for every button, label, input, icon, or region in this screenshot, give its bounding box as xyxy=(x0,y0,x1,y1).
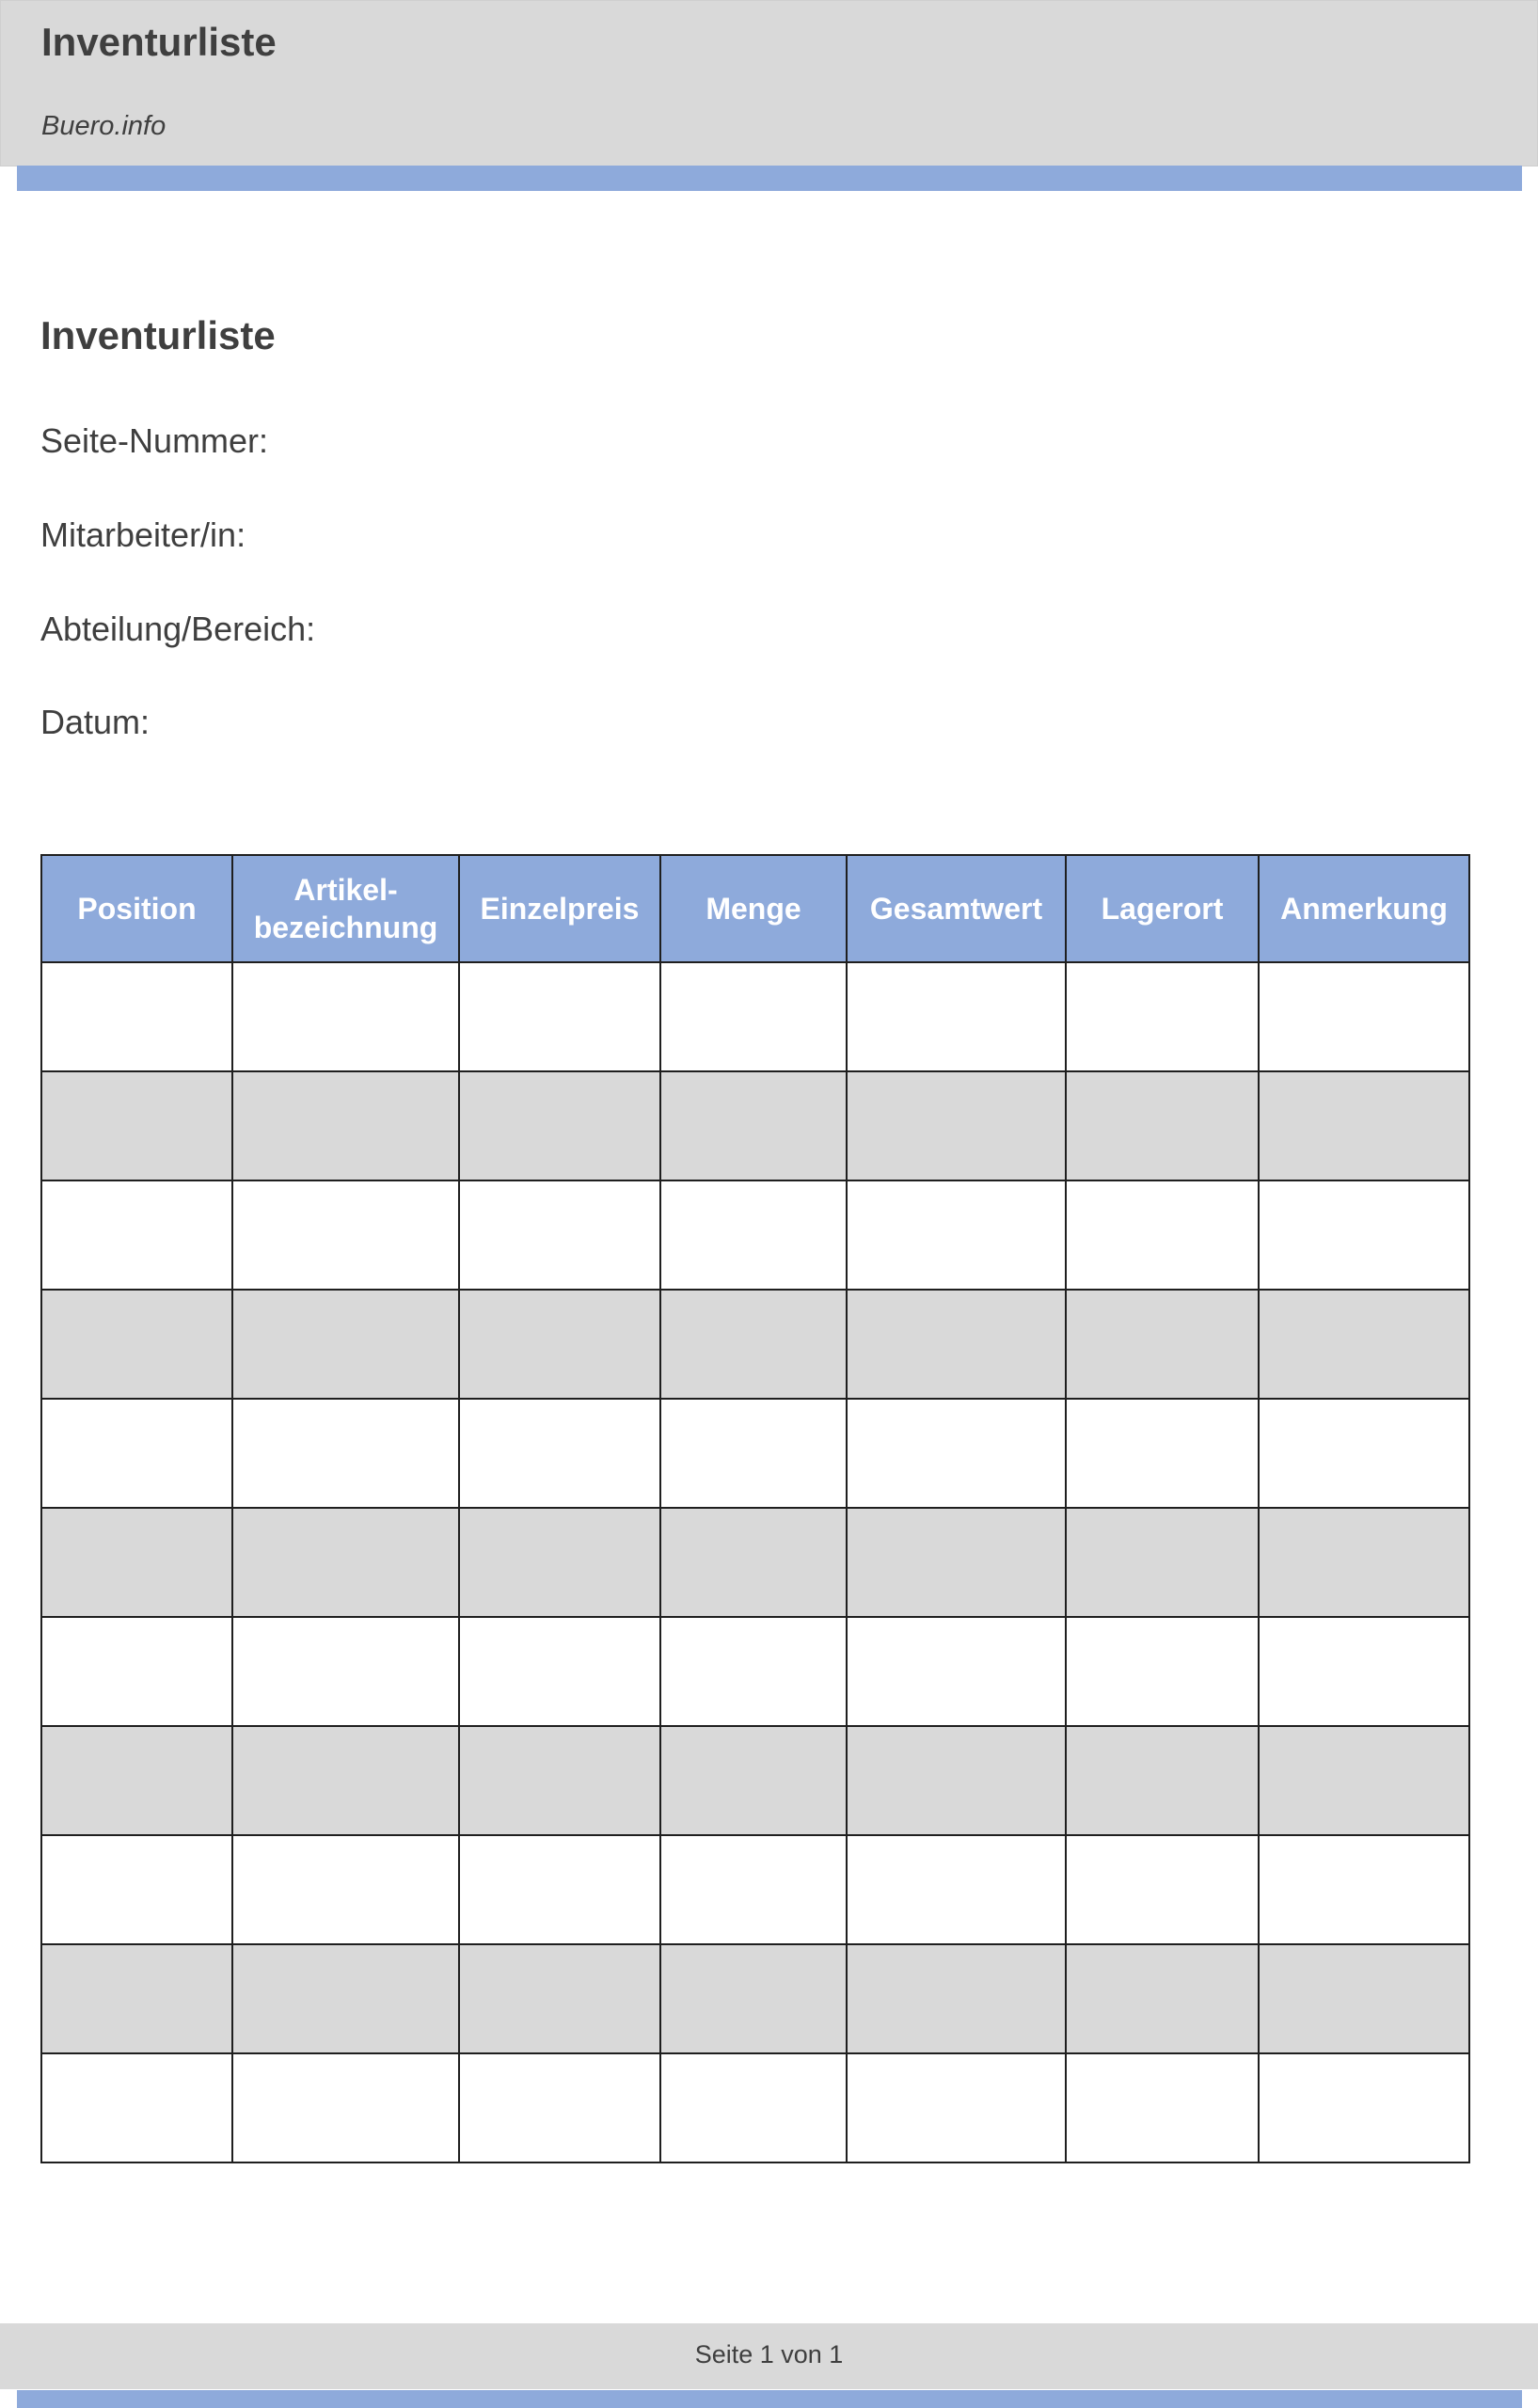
table-cell[interactable] xyxy=(41,2053,232,2162)
table-cell[interactable] xyxy=(232,1726,459,1835)
table-cell[interactable] xyxy=(41,1290,232,1399)
table-cell[interactable] xyxy=(660,1399,847,1508)
table-cell[interactable] xyxy=(1066,962,1259,1071)
column-header-article-line2: bezeichnung xyxy=(253,911,438,944)
table-row xyxy=(41,1508,1469,1617)
table-cell[interactable] xyxy=(1066,1180,1259,1290)
table-cell[interactable] xyxy=(847,1726,1066,1835)
table-cell[interactable] xyxy=(660,2053,847,2162)
table-cell[interactable] xyxy=(232,1071,459,1180)
header-accent-bar xyxy=(17,166,1522,191)
table-cell[interactable] xyxy=(660,962,847,1071)
table-cell[interactable] xyxy=(1259,1835,1469,1944)
table-cell[interactable] xyxy=(1259,1180,1469,1290)
table-cell[interactable] xyxy=(232,1180,459,1290)
table-cell[interactable] xyxy=(459,1617,660,1726)
table-cell[interactable] xyxy=(660,1290,847,1399)
column-header-article xyxy=(232,855,459,962)
table-cell[interactable] xyxy=(1066,2053,1259,2162)
table-cell[interactable] xyxy=(232,1835,459,1944)
table-cell[interactable] xyxy=(660,1835,847,1944)
table-row xyxy=(41,1835,1469,1944)
table-cell[interactable] xyxy=(847,2053,1066,2162)
table-cell[interactable] xyxy=(232,1399,459,1508)
column-header-total-value: Gesamtwert xyxy=(847,855,1066,962)
table-cell[interactable] xyxy=(459,1290,660,1399)
table-cell[interactable] xyxy=(459,1180,660,1290)
table-cell[interactable] xyxy=(660,1944,847,2053)
table-cell[interactable] xyxy=(41,962,232,1071)
table-row xyxy=(41,1399,1469,1508)
table-cell[interactable] xyxy=(847,1835,1066,1944)
column-header-note: Anmerkung xyxy=(1259,855,1469,962)
table-cell[interactable] xyxy=(459,1944,660,2053)
table-row xyxy=(41,1290,1469,1399)
table-cell[interactable] xyxy=(41,1399,232,1508)
table-cell[interactable] xyxy=(459,1071,660,1180)
table-cell[interactable] xyxy=(1066,1835,1259,1944)
table-cell[interactable] xyxy=(1259,1071,1469,1180)
table-row xyxy=(41,1726,1469,1835)
column-header-unit-price: Einzelpreis xyxy=(459,855,660,962)
column-header-location: Lagerort xyxy=(1066,855,1259,962)
table-cell[interactable] xyxy=(1259,962,1469,1071)
table-cell[interactable] xyxy=(1066,1290,1259,1399)
table-cell[interactable] xyxy=(1259,1726,1469,1835)
table-cell[interactable] xyxy=(847,1290,1066,1399)
table-cell[interactable] xyxy=(660,1180,847,1290)
table-cell[interactable] xyxy=(41,1508,232,1617)
inventory-table xyxy=(40,854,1470,2163)
column-header-position: Position xyxy=(41,855,232,962)
employee-label: Mitarbeiter/in: xyxy=(40,515,246,554)
table-row xyxy=(41,962,1469,1071)
table-cell[interactable] xyxy=(41,1726,232,1835)
column-header-quantity: Menge xyxy=(660,855,847,962)
table-row xyxy=(41,1180,1469,1290)
table-cell[interactable] xyxy=(41,1835,232,1944)
table-cell[interactable] xyxy=(232,1944,459,2053)
table-row xyxy=(41,1071,1469,1180)
table-cell[interactable] xyxy=(660,1508,847,1617)
table-cell[interactable] xyxy=(459,1399,660,1508)
table-cell[interactable] xyxy=(41,1617,232,1726)
table-cell[interactable] xyxy=(232,1508,459,1617)
column-header-article-line1: Artikel- xyxy=(293,873,398,907)
table-cell[interactable] xyxy=(459,1835,660,1944)
table-cell[interactable] xyxy=(1259,1290,1469,1399)
table-cell[interactable] xyxy=(847,1071,1066,1180)
table-cell[interactable] xyxy=(1259,1508,1469,1617)
table-cell[interactable] xyxy=(847,1508,1066,1617)
table-cell[interactable] xyxy=(1259,1944,1469,2053)
table-row xyxy=(41,2053,1469,2162)
table-cell[interactable] xyxy=(459,1726,660,1835)
header-title: Inventurliste xyxy=(41,20,277,64)
table-cell[interactable] xyxy=(847,1180,1066,1290)
table-cell[interactable] xyxy=(1066,1944,1259,2053)
table-header-row xyxy=(41,855,1469,962)
footer-page-info: Seite 1 von 1 xyxy=(694,2340,844,2368)
table-cell[interactable] xyxy=(847,1399,1066,1508)
table-cell[interactable] xyxy=(660,1617,847,1726)
table-cell[interactable] xyxy=(41,1180,232,1290)
table-cell[interactable] xyxy=(1259,1617,1469,1726)
table-cell[interactable] xyxy=(847,1944,1066,2053)
department-label: Abteilung/Bereich: xyxy=(40,610,316,648)
table-cell[interactable] xyxy=(1066,1508,1259,1617)
header-subtitle: Buero.info xyxy=(41,111,166,141)
table-cell[interactable] xyxy=(41,1071,232,1180)
table-cell[interactable] xyxy=(1066,1617,1259,1726)
table-cell[interactable] xyxy=(847,1617,1066,1726)
footer-accent-bar xyxy=(17,2390,1522,2408)
table-cell[interactable] xyxy=(41,1944,232,2053)
table-cell[interactable] xyxy=(232,2053,459,2162)
date-label: Datum: xyxy=(40,703,151,741)
table-row xyxy=(41,1617,1469,1726)
table-cell[interactable] xyxy=(1259,2053,1469,2162)
table-cell[interactable] xyxy=(232,962,459,1071)
header-band xyxy=(0,0,1538,166)
table-cell[interactable] xyxy=(1066,1726,1259,1835)
table-cell[interactable] xyxy=(459,2053,660,2162)
table-cell[interactable] xyxy=(660,1726,847,1835)
table-cell[interactable] xyxy=(1259,1399,1469,1508)
page-number-label: Seite-Nummer: xyxy=(40,421,269,460)
table-cell[interactable] xyxy=(660,1071,847,1180)
table-cell[interactable] xyxy=(1066,1071,1259,1180)
table-cell[interactable] xyxy=(1066,1399,1259,1508)
table-cell[interactable] xyxy=(847,962,1066,1071)
table-row xyxy=(41,1944,1469,2053)
document-heading: Inventurliste xyxy=(40,313,276,357)
table-cell[interactable] xyxy=(232,1290,459,1399)
table-cell[interactable] xyxy=(459,962,660,1071)
table-cell[interactable] xyxy=(459,1508,660,1617)
table-cell[interactable] xyxy=(232,1617,459,1726)
